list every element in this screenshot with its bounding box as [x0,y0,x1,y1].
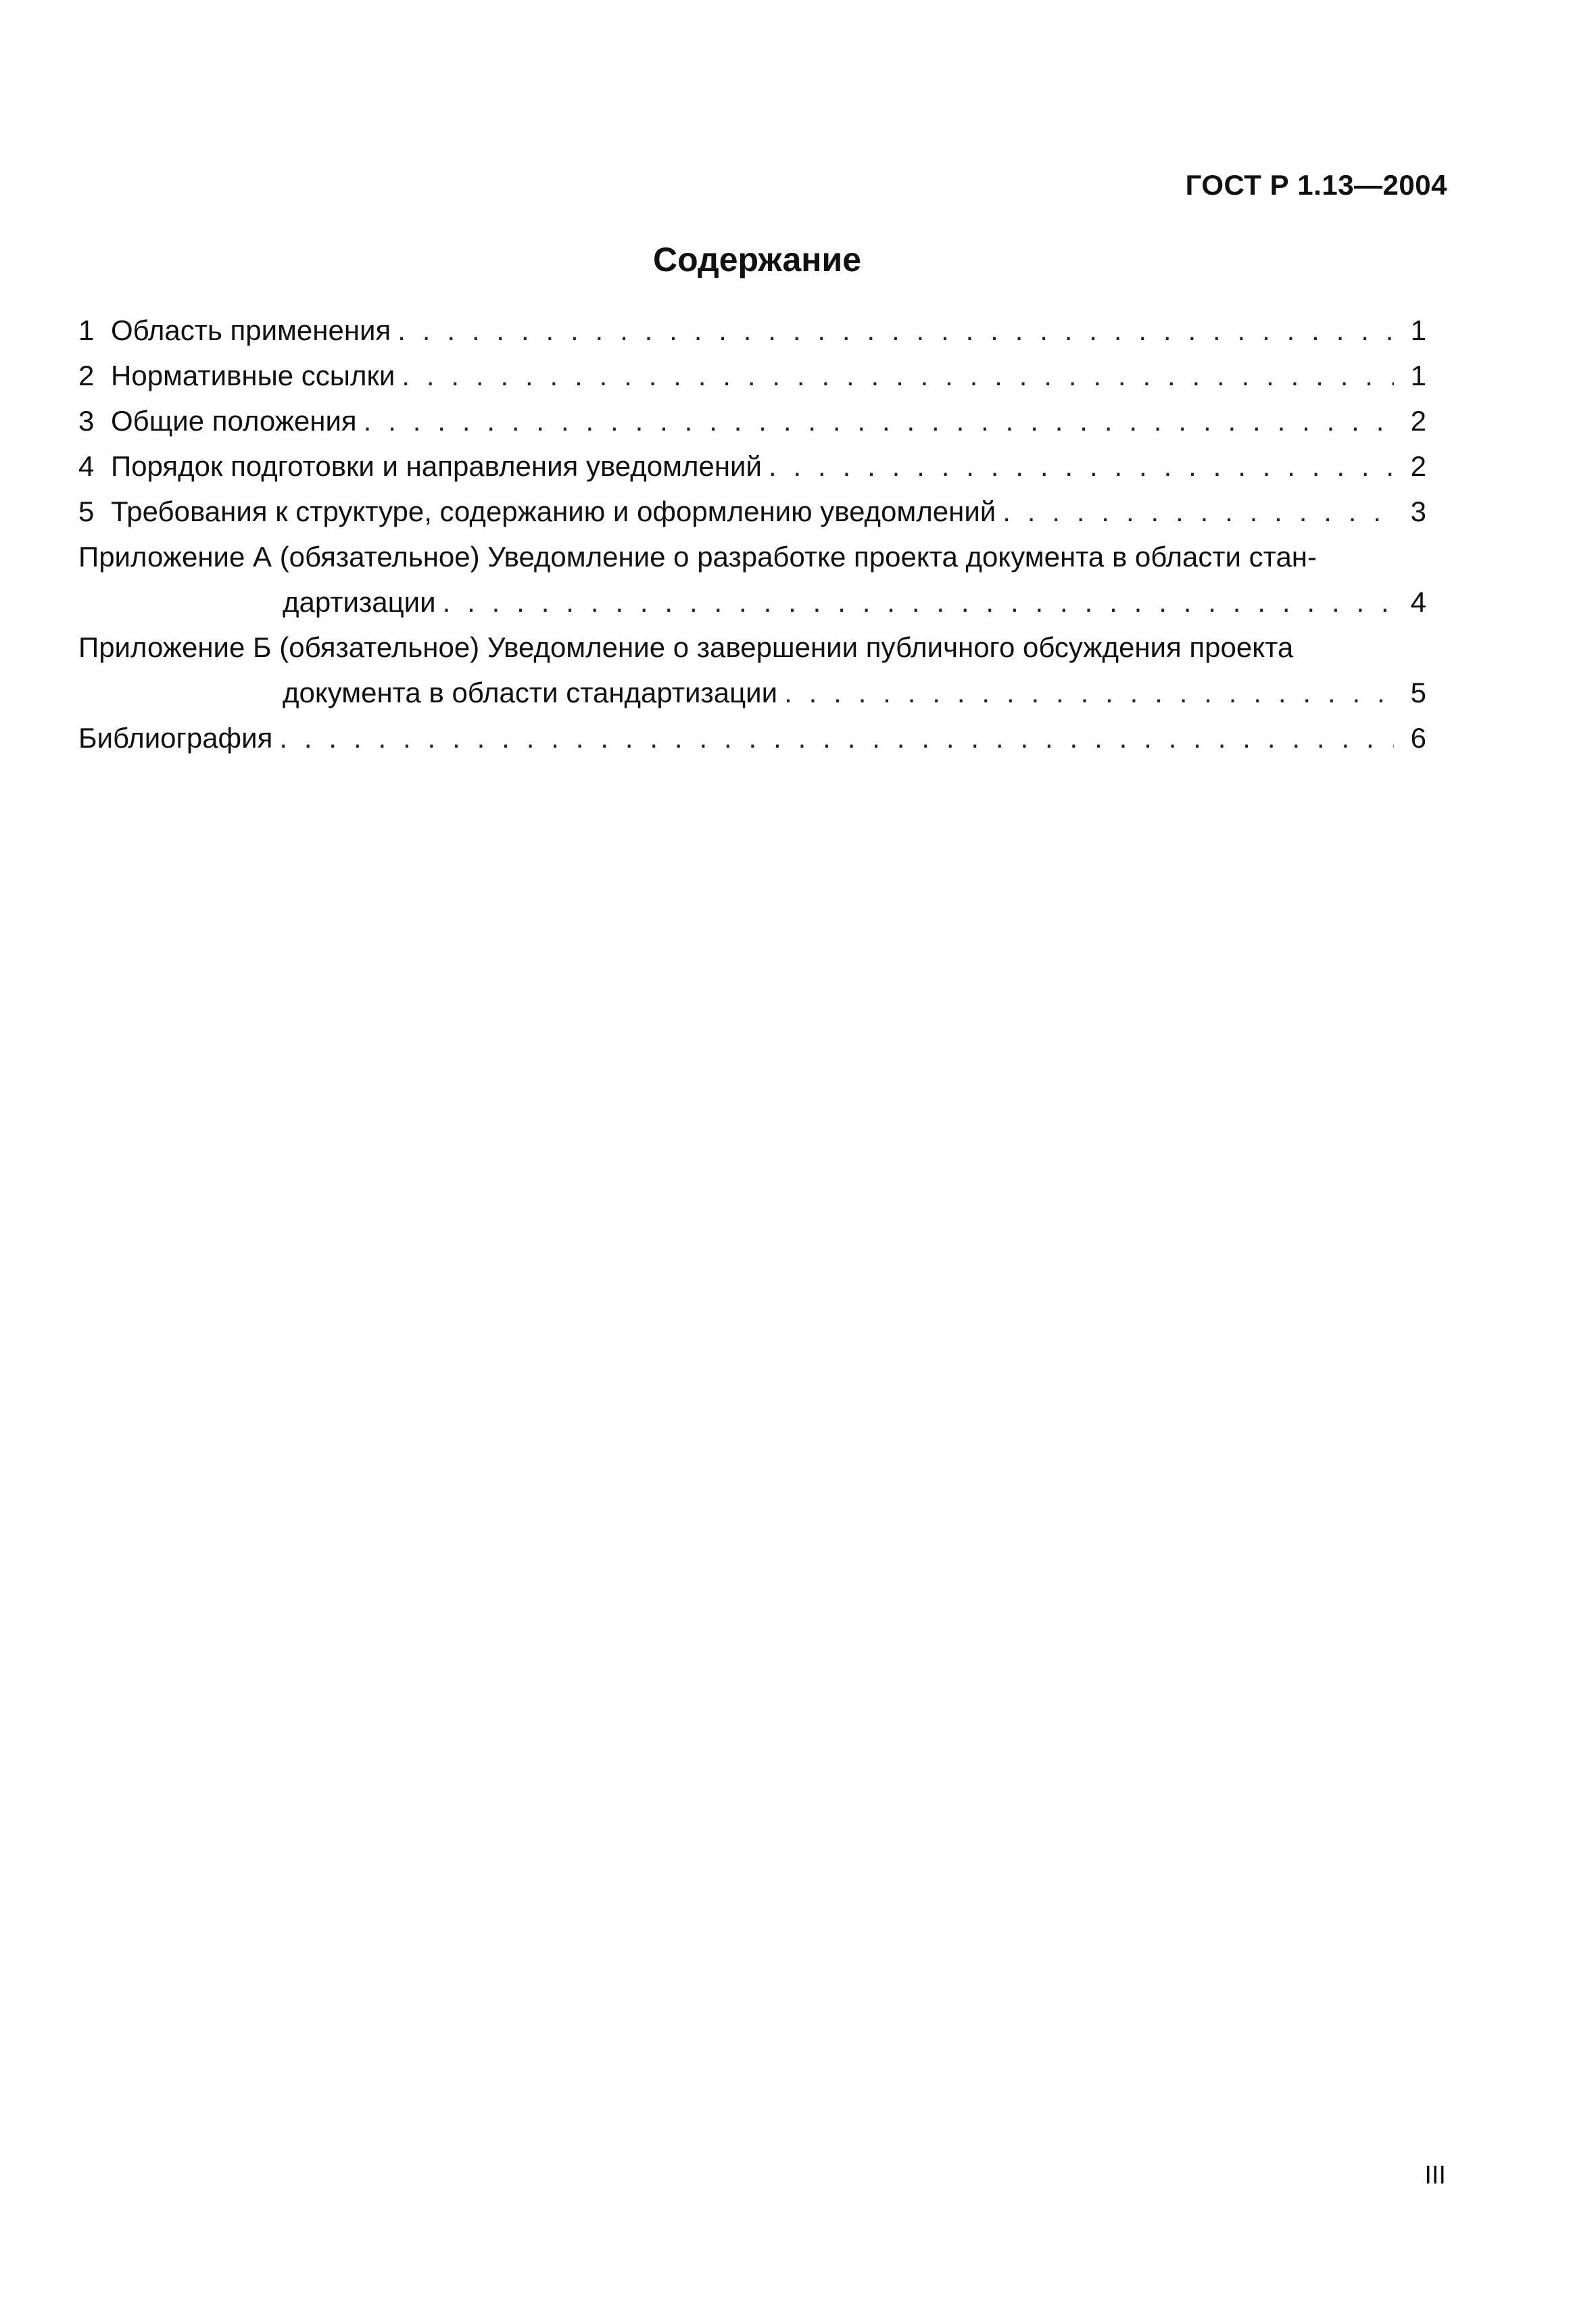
toc-entry-1[interactable] [78,308,1426,353]
toc-entry-bibliography[interactable] [78,715,1426,761]
toc-entry-label: Область применения [111,314,391,346]
toc-entry-appendix-b-line1[interactable] [78,625,1426,670]
toc-dot-leader [769,443,1394,489]
toc-entry-page: 5 [1410,677,1426,708]
toc-entry-number: 3 [78,405,95,437]
toc-entry-number: 5 [78,496,95,527]
toc-entry-label-continuation: дартизации [283,586,436,618]
toc-entry-page: 6 [1410,722,1426,754]
toc-dot-leader [443,579,1394,625]
toc-title: Содержание [652,241,862,279]
toc-entry-number: 2 [78,360,95,391]
toc-dot-leader [402,353,1394,398]
toc-entry-page: 3 [1410,496,1426,527]
toc-entry-appendix-b-line2[interactable] [78,670,1426,715]
toc-entry-label: Общие положения [111,405,357,437]
toc-entry-label: Требования к структуре, содержанию и оформлению уведомлений [111,496,996,527]
toc-entry-number: 4 [78,450,95,482]
toc-entry-appendix-a-line2[interactable] [78,579,1426,625]
toc-entry-label: Нормативные ссылки [111,360,395,391]
toc-dot-leader [1002,489,1394,534]
toc-entry-3[interactable] [78,398,1426,443]
toc-dot-leader [279,715,1394,761]
toc-entry-page: 1 [1410,360,1426,391]
toc-entry-2[interactable] [78,353,1426,398]
toc-entry-label-continuation: документа в области стандартизации [283,677,778,708]
toc-entry-label: Порядок подготовки и направления уведомлений [111,450,762,482]
toc-entry-page: 2 [1410,450,1426,482]
toc-dot-leader [784,670,1394,715]
page-number: III [1424,2161,1446,2190]
toc-entry-page: 4 [1410,586,1426,618]
toc-entry-5[interactable] [78,489,1426,534]
table-of-contents [78,308,1426,761]
document-code: ГОСТ Р 1.13—2004 [1185,169,1447,201]
toc-entry-label: Библиография [78,722,273,754]
toc-entry-label: Приложение Б (обязательное) Уведомление о завершении публичного обсуждения проекта [78,631,1294,663]
toc-dot-leader [397,308,1394,353]
toc-dot-leader [364,398,1394,443]
toc-entry-4[interactable] [78,443,1426,489]
toc-entry-label: Приложение А (обязательное) Уведомление о разработке проекта документа в области стан- [78,541,1317,573]
toc-entry-number: 1 [78,314,95,346]
toc-entry-page: 1 [1410,314,1426,346]
toc-entry-page: 2 [1410,405,1426,437]
toc-entry-appendix-a-line1[interactable] [78,534,1426,579]
